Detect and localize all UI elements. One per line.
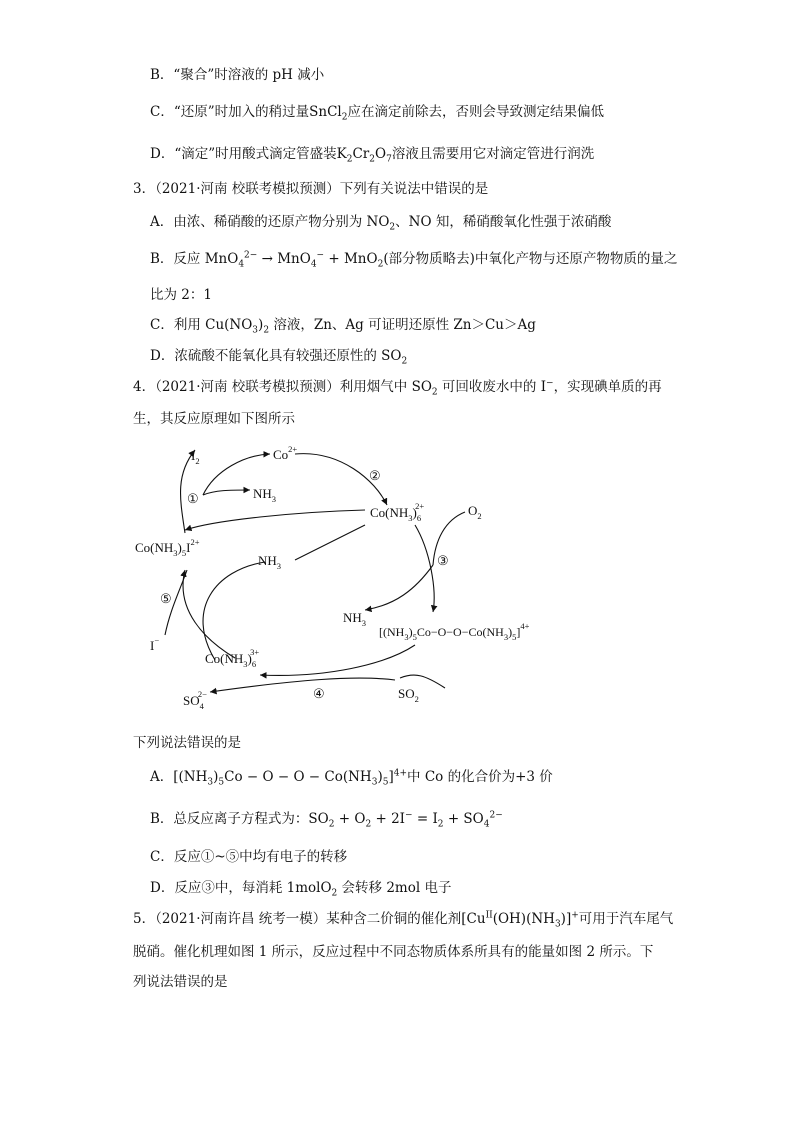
q3-option-d: D．浓硫酸不能氧化具有较强还原性的 $SO_2$	[150, 348, 408, 367]
arrow-step3	[415, 525, 434, 612]
label-co3: $Co(NH_3)_63+$	[205, 647, 260, 669]
arrow-to-coi	[185, 510, 365, 530]
arrow-step4	[210, 678, 395, 692]
q5-stem-line3: 列说法错误的是	[133, 974, 228, 990]
step-3-marker: ③	[437, 553, 449, 568]
q4-stem-line2: 生，其反应原理如下图所示	[133, 411, 295, 427]
q3-option-b-cont: 比为 2：1	[150, 287, 212, 303]
q4-option-c: C．反应①~⑤中均有电子的转移	[150, 849, 348, 865]
q4-stem-line1: 4．（2021·河南 校联考模拟预测）利用烟气中 $SO_2$ 可回收废水中的 I−，实现碘单质的再	[133, 378, 662, 398]
reaction-cycle-diagram	[125, 440, 605, 715]
label-nh3-mid: $NH_3$	[258, 553, 282, 571]
arrow-to-nh3-low	[365, 565, 433, 610]
label-so4: $SO_42-$	[183, 689, 207, 711]
label-nh3-low: $NH_3$	[343, 610, 367, 628]
step-1-marker: ①	[187, 491, 199, 506]
label-i-minus: I−	[150, 635, 160, 653]
q2-option-b: B．“聚合”时溶液的 pH 减小	[150, 67, 325, 83]
label-co2: $Co^{2+}$	[273, 444, 298, 462]
step-5-marker: ⑤	[160, 591, 172, 606]
step-4-marker: ④	[313, 686, 325, 701]
arrow-peroxo-to-co3	[260, 645, 415, 675]
label-catalyst: $Co(NH_3)_62+$	[370, 501, 425, 523]
step-2-marker: ②	[369, 468, 381, 483]
label-nh3-top: $NH_3$	[253, 486, 277, 504]
arrow-co3-up	[203, 562, 265, 660]
q4-option-a: A．$[(NH_3)_5Co - O - O - Co(NH_3)_5]^{4+}$中 Co 的化合价为+3 价	[150, 768, 553, 788]
label-i2: $I_2$	[191, 448, 200, 466]
arrow-co3-back	[183, 570, 235, 658]
q4-option-b: B．总反应离子方程式为：$SO_2 + O_2 + 2I^- = I_2 + SO_4^{2-}$	[150, 810, 503, 830]
diagram-labels	[135, 444, 530, 711]
q5-stem-line2: 脱硝。催化机理如图 1 所示，反应过程中不同态物质体系所具有的能量如图 2 所示。下	[133, 944, 654, 960]
arrow-to-nh3-top	[203, 490, 250, 495]
q5-stem-line1: 5．（2021·河南许昌 统考一模）某种含二价铜的催化剂$[Cu^{II}(OH)(NH_3)]^+$可用于汽车尾气	[133, 910, 674, 930]
q4-option-d: D．反应③中，每消耗 1molO$_2$ 会转移 2mol 电子	[150, 880, 452, 899]
q3-option-a: A．由浓、稀硝酸的还原产物分别为 $NO_2$、NO 知，稀硝酸氧化性强于浓硝酸	[150, 214, 612, 233]
q2-option-d: D．“滴定”时用酸式滴定管盛装$K_2Cr_2O_7$溶液且需要用它对滴定管进行润洗	[150, 146, 595, 165]
q3-option-c: C．利用 $Cu(NO_3)_2$ 溶液，Zn、Ag 可证明还原性 Zn＞Cu＞Ag	[150, 317, 536, 336]
q2-option-c: C．“还原”时加入的稍过量SnCl$_2$应在滴定前除去，否则会导致测定结果偏低	[150, 104, 604, 123]
label-so2: $SO_2$	[398, 686, 419, 704]
q3-option-b: B．反应 MnO$_4^{2-}$ → MnO$_4$− + MnO$_2$(部分物质略去)中氧化产物与还原产物物质的量之	[150, 250, 678, 270]
q4-ask: 下列说法错误的是	[133, 735, 241, 751]
arrow-nh3-mid	[295, 525, 365, 560]
label-o2: $O_2$	[468, 503, 482, 521]
q3-stem: 3．（2021·河南 校联考模拟预测）下列有关说法中错误的是	[133, 181, 489, 197]
label-peroxo: $[(NH_3)_5Co-O-O-Co(NH_3)_5]^{4+}$	[379, 621, 530, 642]
label-co-i: $Co(NH_3)_5I^{2+}$	[135, 537, 200, 558]
